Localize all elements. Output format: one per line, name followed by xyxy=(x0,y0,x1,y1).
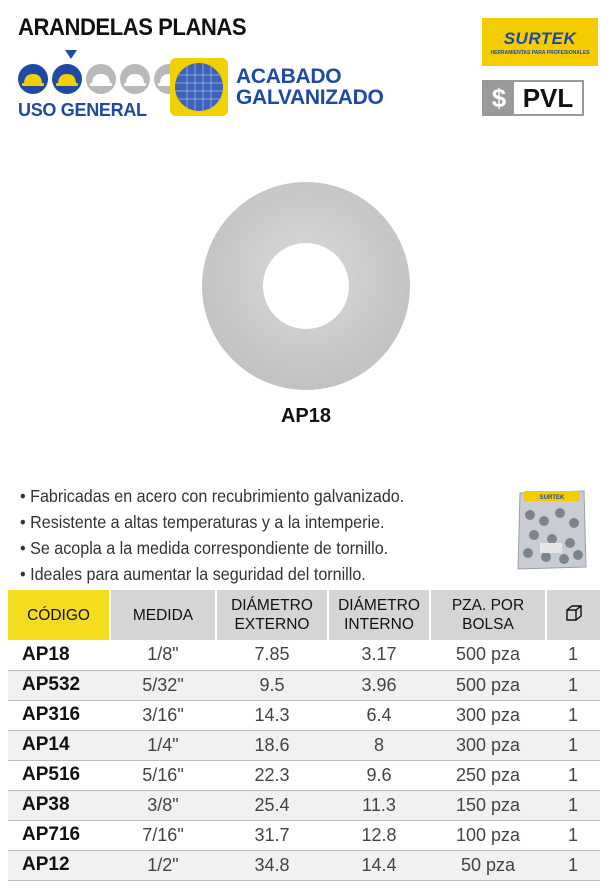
cell-size: 5/32" xyxy=(110,670,216,700)
cell-code: AP38 xyxy=(8,790,110,820)
cell-size: 3/16" xyxy=(110,700,216,730)
cell-inner-diameter: 11.3 xyxy=(328,790,430,820)
usage-label: USO GENERAL xyxy=(18,100,147,120)
cell-outer-diameter: 9.5 xyxy=(216,670,328,700)
cell-box: 1 xyxy=(546,670,600,700)
table-row xyxy=(8,730,600,760)
cell-outer-diameter: 14.3 xyxy=(216,700,328,730)
table-row xyxy=(8,820,600,850)
cell-outer-diameter: 22.3 xyxy=(216,760,328,790)
price-tag xyxy=(482,80,584,116)
hard-hat-icon xyxy=(18,64,48,94)
package-brand: SURTEK xyxy=(539,495,565,501)
table-row xyxy=(8,670,600,700)
galvanized-finish-icon xyxy=(170,58,228,116)
cell-code: AP516 xyxy=(8,760,110,790)
col-header-per-bag: PZA. POR BOLSA xyxy=(430,590,546,640)
col-header-box xyxy=(546,590,600,640)
table-body xyxy=(8,640,600,880)
hard-hat-icon xyxy=(120,64,150,94)
cell-inner-diameter: 9.6 xyxy=(328,760,430,790)
cell-inner-diameter: 3.17 xyxy=(328,640,430,670)
cell-box: 1 xyxy=(546,700,600,730)
col-header-code: CÓDIGO xyxy=(8,590,110,640)
brand-logo xyxy=(482,18,598,66)
cell-outer-diameter: 18.6 xyxy=(216,730,328,760)
cell-size: 3/8" xyxy=(110,790,216,820)
finish-label xyxy=(236,66,384,108)
cell-box: 1 xyxy=(546,760,600,790)
cell-code: AP532 xyxy=(8,670,110,700)
cell-per-bag: 500 pza xyxy=(430,640,546,670)
cell-inner-diameter: 12.8 xyxy=(328,820,430,850)
selected-usage-marker xyxy=(65,50,77,59)
table-row xyxy=(8,790,600,820)
finish-label-line1: ACABADO xyxy=(236,65,342,88)
brand-name: SURTEK xyxy=(503,28,577,48)
cell-inner-diameter: 3.96 xyxy=(328,670,430,700)
cell-per-bag: 100 pza xyxy=(430,820,546,850)
cell-outer-diameter: 25.4 xyxy=(216,790,328,820)
finish-label-line2: GALVANIZADO xyxy=(236,86,384,109)
table-header-row xyxy=(8,590,600,640)
col-header-outer-diameter: DIÁMETRO EXTERNO xyxy=(216,590,328,640)
table-row xyxy=(8,700,600,730)
feature-item: • Resistente a altas temperaturas y a la intemperie. xyxy=(20,512,385,532)
feature-item: • Fabricadas en acero con recubrimiento galvanizado. xyxy=(20,486,405,506)
feature-item: • Se acopla a la medida correspondiente de tornillo. xyxy=(20,538,389,558)
cell-per-bag: 150 pza xyxy=(430,790,546,820)
cell-box: 1 xyxy=(546,640,600,670)
hard-hat-icon xyxy=(52,64,82,94)
cell-inner-diameter: 8 xyxy=(328,730,430,760)
feature-item: • Ideales para aumentar la seguridad del tornillo. xyxy=(20,564,366,584)
feature-list xyxy=(20,483,438,587)
cell-code: AP14 xyxy=(8,730,110,760)
usage-level-icons xyxy=(18,64,184,94)
table-row xyxy=(8,640,600,670)
cell-per-bag: 50 pza xyxy=(430,850,546,880)
product-caption: AP18 xyxy=(280,405,332,427)
cell-outer-diameter: 7.85 xyxy=(216,640,328,670)
cell-outer-diameter: 31.7 xyxy=(216,820,328,850)
box-icon xyxy=(564,603,584,623)
cell-size: 1/8" xyxy=(110,640,216,670)
dollar-icon: $ xyxy=(484,82,514,114)
cell-code: AP716 xyxy=(8,820,110,850)
washer-image xyxy=(200,180,412,392)
cell-per-bag: 500 pza xyxy=(430,670,546,700)
cell-box: 1 xyxy=(546,790,600,820)
cell-box: 1 xyxy=(546,850,600,880)
cell-code: AP12 xyxy=(8,850,110,880)
cell-box: 1 xyxy=(546,820,600,850)
cell-size: 7/16" xyxy=(110,820,216,850)
table-row xyxy=(8,760,600,790)
package-image xyxy=(514,487,590,571)
spec-table xyxy=(8,590,600,881)
hard-hat-icon xyxy=(86,64,116,94)
table-row xyxy=(8,850,600,880)
cell-per-bag: 300 pza xyxy=(430,730,546,760)
page-title: ARANDELAS PLANAS xyxy=(18,14,247,41)
cell-code: AP18 xyxy=(8,640,110,670)
cell-size: 5/16" xyxy=(110,760,216,790)
cell-inner-diameter: 14.4 xyxy=(328,850,430,880)
brand-tagline: HERRAMIENTAS PARA PROFESIONALES xyxy=(490,49,590,56)
price-type-label: PVL xyxy=(514,82,582,114)
cell-per-bag: 300 pza xyxy=(430,700,546,730)
cell-outer-diameter: 34.8 xyxy=(216,850,328,880)
cell-inner-diameter: 6.4 xyxy=(328,700,430,730)
cell-code: AP316 xyxy=(8,700,110,730)
cell-size: 1/2" xyxy=(110,850,216,880)
cell-per-bag: 250 pza xyxy=(430,760,546,790)
col-header-inner-diameter: DIÁMETRO INTERNO xyxy=(328,590,430,640)
cell-size: 1/4" xyxy=(110,730,216,760)
col-header-size: MEDIDA xyxy=(110,590,216,640)
cell-box: 1 xyxy=(546,730,600,760)
